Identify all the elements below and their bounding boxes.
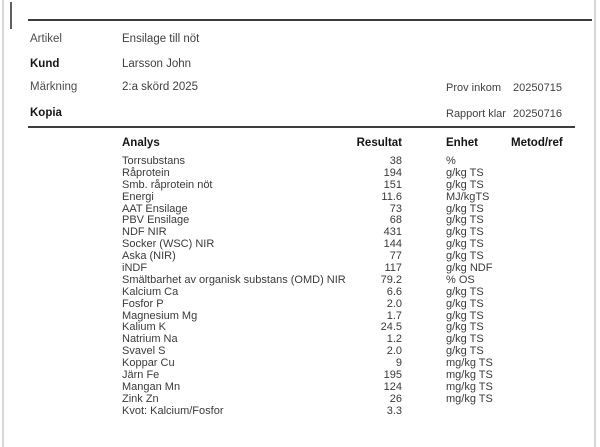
analysis-result: 1.2	[386, 333, 402, 346]
analysis-unit: mg/kg TS	[446, 357, 493, 370]
analysis-unit: g/kg TS	[446, 345, 484, 358]
analysis-name: Koppar Cu	[122, 357, 175, 370]
analysis-result: 151	[383, 178, 402, 191]
analysis-result: 117	[384, 262, 402, 275]
analysis-unit: g/kg TS	[446, 309, 484, 322]
analysis-unit: g/kg TS	[446, 202, 484, 215]
analysis-result: 195	[383, 369, 402, 382]
analysis-result: 2.0	[386, 297, 402, 310]
analysis-result: 194	[383, 166, 402, 179]
analysis-result: 6.6	[386, 285, 402, 298]
analysis-result: 79.2	[380, 273, 402, 286]
analysis-row	[0, 370, 600, 382]
column-header-analys: Analys	[122, 137, 160, 149]
analysis-row	[0, 346, 600, 358]
meta-value-prov-inkom: 20250715	[513, 82, 562, 94]
analysis-name: NDF NIR	[122, 226, 167, 239]
analysis-unit: mg/kg TS	[446, 392, 493, 405]
field-label-kund: Kund	[30, 58, 60, 70]
analysis-name: Svavel S	[122, 345, 166, 358]
meta-label-prov-inkom: Prov inkom	[446, 82, 502, 94]
analysis-row	[0, 287, 600, 299]
analysis-unit: g/kg TS	[446, 250, 484, 263]
analysis-row	[0, 358, 600, 370]
analysis-name: Magnesium Mg	[122, 309, 198, 322]
field-label-artikel: Artikel	[30, 33, 62, 45]
analysis-row	[0, 215, 600, 227]
header-top-rule	[28, 19, 592, 21]
analysis-unit: g/kg TS	[446, 321, 484, 334]
analysis-name: PBV Ensilage	[122, 214, 190, 227]
analysis-result: 11.6	[381, 190, 402, 203]
meta-value-rapport-klar: 20250716	[513, 108, 562, 120]
analysis-name: Energi	[122, 190, 154, 203]
analysis-name: iNDF	[122, 262, 148, 275]
field-value-markning: 2:a skörd 2025	[122, 81, 199, 93]
analysis-unit: MJ/kgTS	[446, 190, 490, 203]
analysis-result: 9	[395, 357, 402, 370]
analysis-name: Fosfor P	[122, 297, 164, 310]
analysis-result: 3.3	[386, 404, 402, 417]
analysis-unit: mg/kg TS	[446, 380, 493, 393]
analysis-row	[0, 322, 600, 334]
analysis-name: Socker (WSC) NIR	[122, 238, 215, 251]
analysis-name: Råprotein	[122, 166, 170, 179]
analysis-row	[0, 382, 600, 394]
analysis-rows	[0, 156, 600, 418]
analysis-result: 1.7	[386, 309, 402, 322]
analysis-name: Natrium Na	[122, 333, 178, 346]
analysis-result: 77	[389, 250, 402, 263]
analysis-row	[0, 299, 600, 311]
analysis-row	[0, 156, 600, 168]
analysis-row	[0, 406, 600, 418]
analysis-row	[0, 394, 600, 406]
analysis-name: Torrsubstans	[122, 155, 185, 167]
analysis-result: 24.5	[380, 321, 402, 334]
column-header-enhet: Enhet	[446, 137, 478, 149]
analysis-unit: mg/kg TS	[446, 369, 493, 382]
analysis-name: Mangan Mn	[122, 380, 181, 393]
analysis-result: 26	[389, 392, 402, 405]
analysis-result: 124	[383, 380, 402, 393]
header-bottom-rule	[28, 126, 575, 128]
analysis-row	[0, 204, 600, 216]
analysis-row	[0, 251, 600, 263]
analysis-row	[0, 311, 600, 323]
field-label-kopia: Kopia	[30, 107, 62, 119]
analysis-row	[0, 227, 600, 239]
analysis-name: Zink Zn	[122, 392, 159, 405]
analysis-result: 38	[389, 155, 402, 167]
analysis-name: Kvot: Kalcium/Fosfor	[122, 404, 224, 417]
analysis-name: Smb. råprotein nöt	[122, 178, 213, 191]
analysis-unit: g/kg TS	[446, 333, 484, 346]
analysis-unit: g/kg TS	[446, 178, 484, 191]
analysis-name: AAT Ensilage	[122, 202, 188, 215]
column-header-resultat: Resultat	[356, 137, 402, 149]
analysis-unit: g/kg TS	[446, 285, 484, 298]
analysis-unit: g/kg TS	[446, 166, 484, 179]
analysis-row	[0, 192, 600, 204]
analysis-name: Aska (NIR)	[122, 250, 176, 263]
analysis-row	[0, 180, 600, 192]
analysis-result: 144	[383, 238, 402, 251]
analysis-unit: g/kg TS	[446, 226, 484, 239]
analysis-name: Smältbarhet av organisk substans (OMD) NIR	[122, 273, 346, 286]
field-value-artikel: Ensilage till nöt	[122, 33, 200, 45]
analysis-unit: g/kg TS	[446, 238, 484, 251]
analysis-row	[0, 334, 600, 346]
analysis-unit: g/kg TS	[446, 214, 484, 227]
analysis-unit: % OS	[446, 273, 475, 286]
analysis-unit: g/kg TS	[446, 297, 484, 310]
analysis-row	[0, 239, 600, 251]
field-value-kund: Larsson John	[122, 58, 192, 70]
analysis-result: 68	[389, 214, 402, 227]
analysis-name: Kalcium Ca	[122, 285, 179, 298]
top-left-mark	[10, 2, 12, 29]
analysis-unit: g/kg NDF	[446, 262, 493, 275]
analysis-row	[0, 168, 600, 180]
analysis-result: 73	[389, 202, 402, 215]
meta-label-rapport-klar: Rapport klar	[446, 108, 506, 120]
column-header-metod-ref: Metod/ref	[511, 137, 563, 149]
analysis-name: Järn Fe	[122, 369, 160, 382]
field-label-markning: Märkning	[30, 81, 78, 93]
analysis-result: 431	[383, 226, 402, 239]
analysis-unit: %	[446, 155, 456, 167]
analysis-name: Kalium K	[122, 321, 167, 334]
analysis-result: 2.0	[386, 345, 402, 358]
analysis-row	[0, 275, 600, 287]
